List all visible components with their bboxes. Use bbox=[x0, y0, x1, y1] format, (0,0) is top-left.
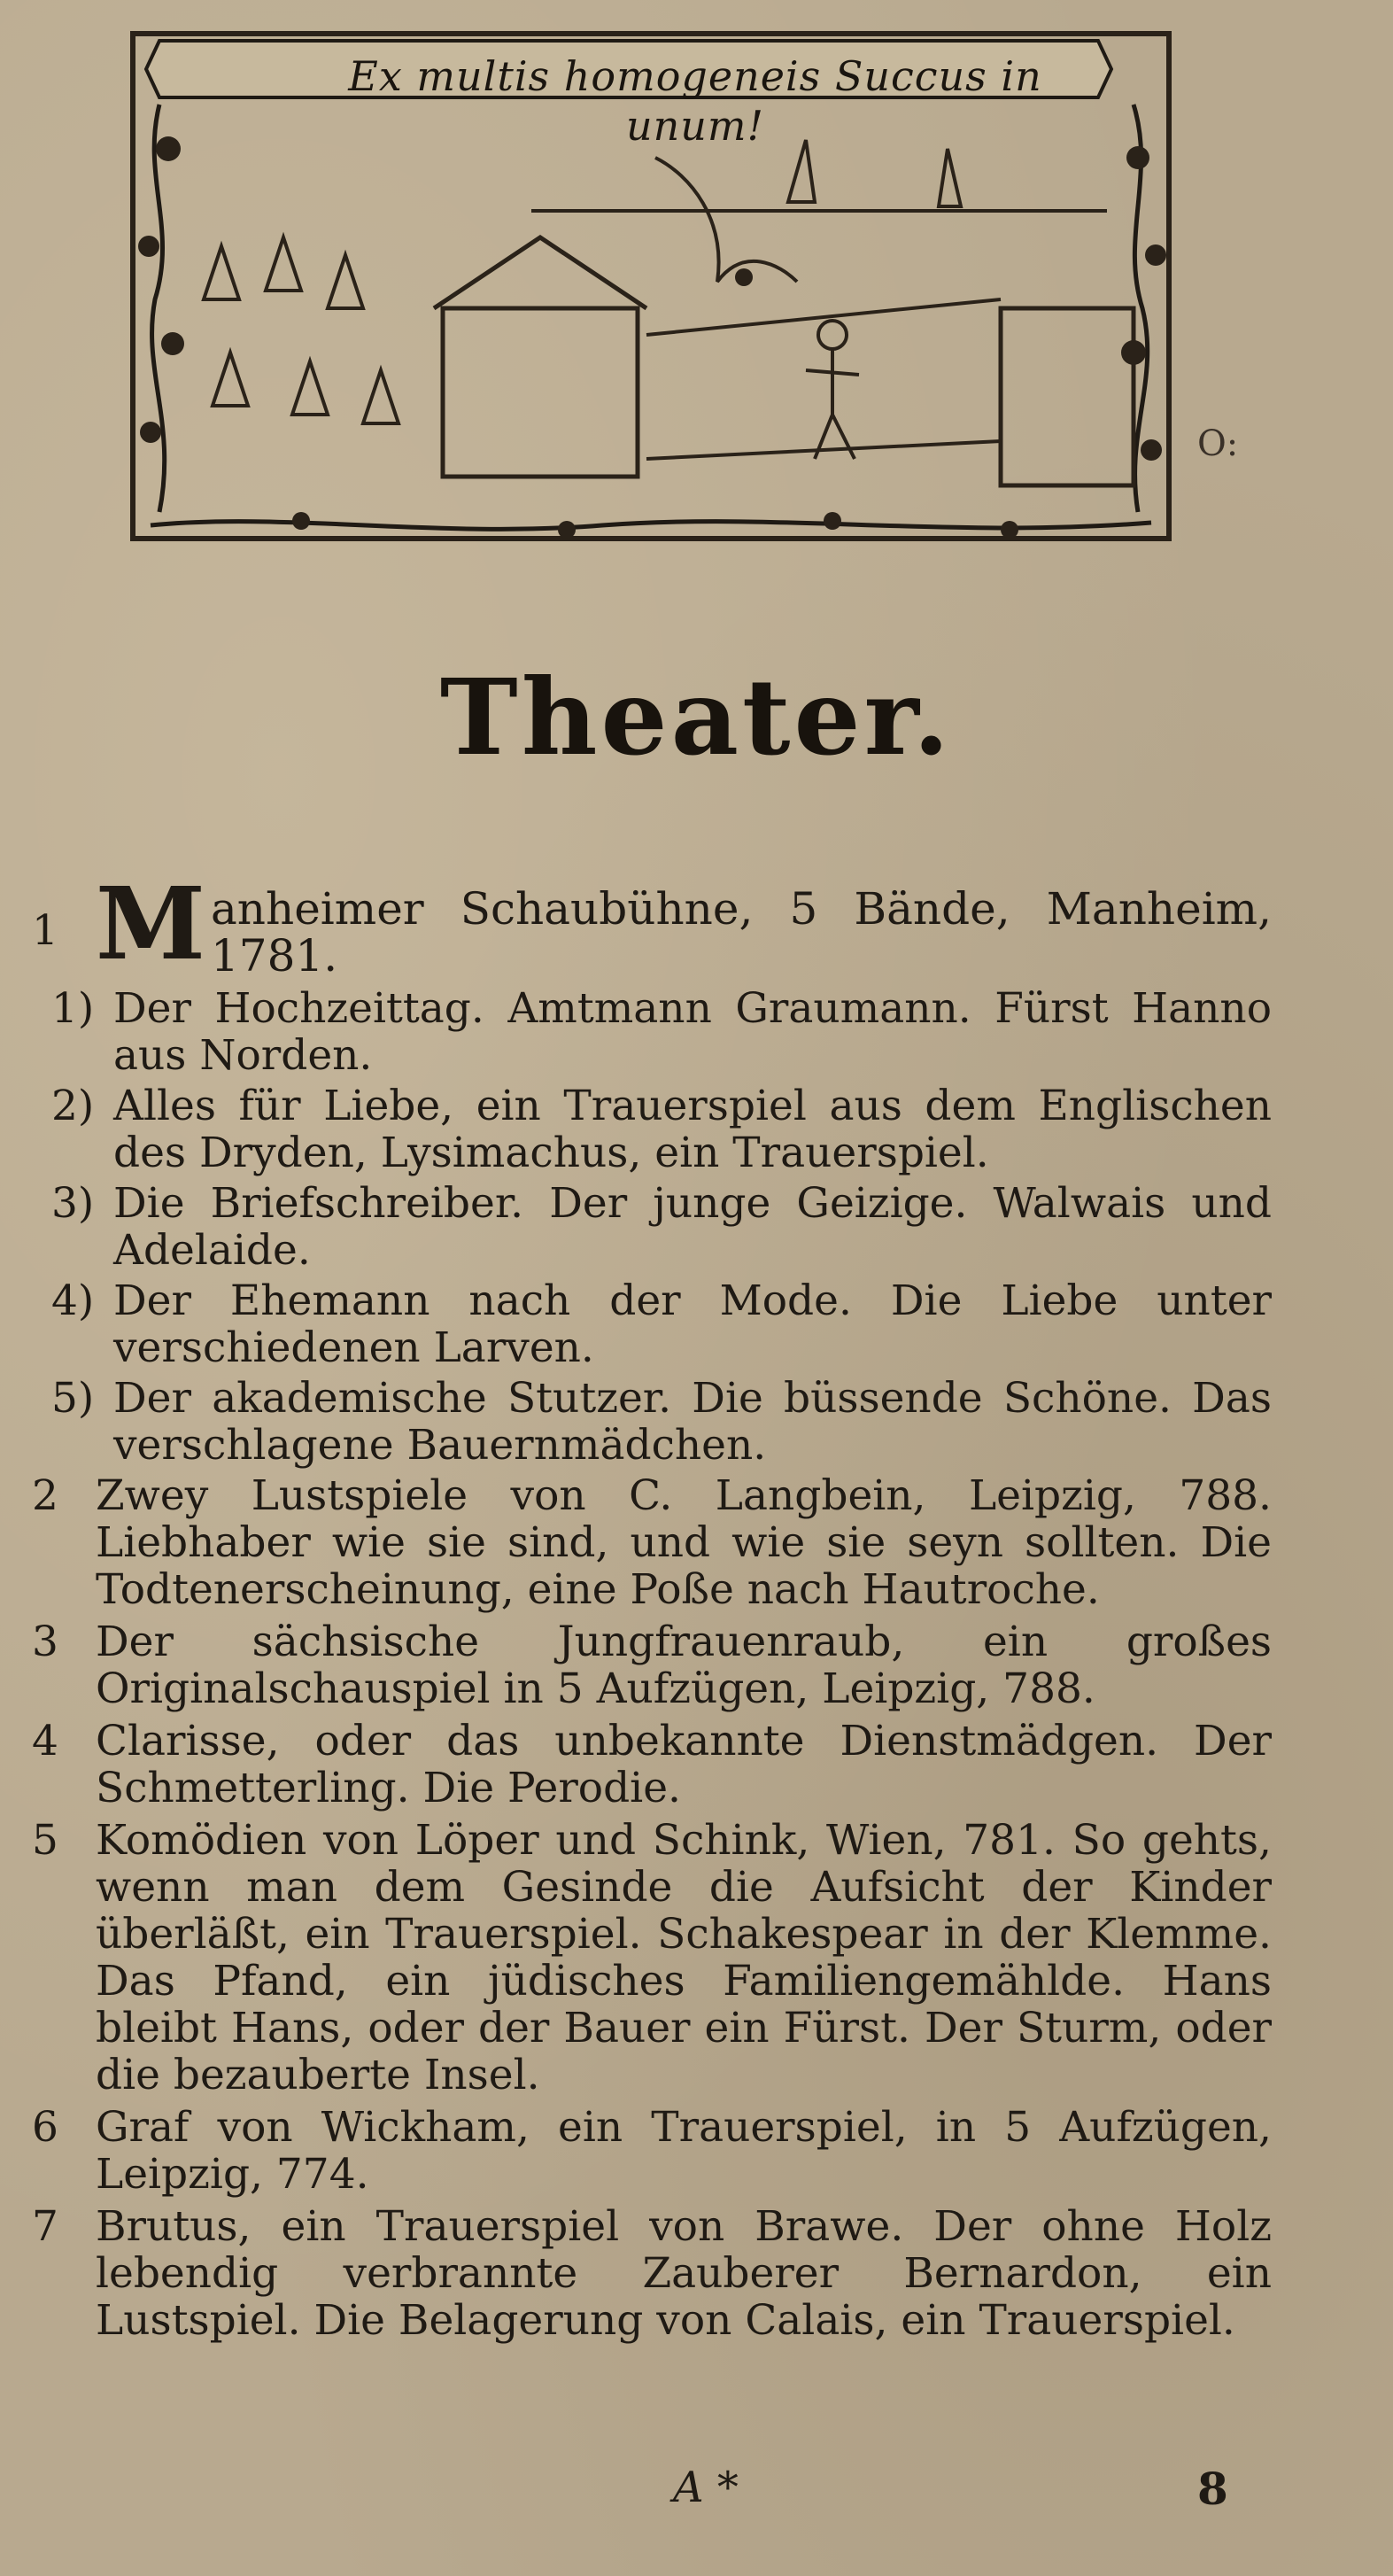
entry-number: 6 bbox=[32, 2103, 58, 2152]
catalog-entry-6 bbox=[32, 2104, 1272, 2198]
entry-text: Komödien von Löper und Schink, Wien, 781. So gehts, wenn man dem Gesinde die Aufsicht der Kinder überläßt, ein Trauerspiel. Schakespear in der Klemme. Das Pfand, ein jüdisches Familiengemählde. Hans bleibt Hans, oder der Bauer ein Fürst. Der Sturm, oder die bezauberte Insel. bbox=[96, 1816, 1272, 2099]
entry-text: Zwey Lustspiele von C. Langbein, Leipzig, 788. Liebhaber wie sie sind, und wie sie seyn sollten. Die Todtenerscheinung, eine Poße nach Hautroche. bbox=[96, 1471, 1272, 1614]
sub-entry-2 bbox=[32, 1082, 1272, 1176]
entry-number: 1 bbox=[32, 906, 58, 955]
sub-entry-number: 1) bbox=[51, 984, 95, 1033]
woodcut-vignette bbox=[106, 16, 1187, 556]
page-title: Theater. bbox=[439, 656, 954, 779]
signature-mark: A * bbox=[673, 2463, 739, 2512]
catalog-entry-1 bbox=[32, 866, 1272, 982]
catalog-entry-3 bbox=[32, 1618, 1272, 1712]
motto-banner: Ex multis homogeneis Succus in unum! bbox=[348, 52, 1042, 150]
sub-entry-3 bbox=[32, 1180, 1272, 1274]
sub-entry-text: Alles für Liebe, ein Trauerspiel aus dem Englischen des Dryden, Lysimachus, ein Trauerspiel. bbox=[113, 1082, 1272, 1177]
sub-entry-number: 2) bbox=[51, 1082, 95, 1130]
sub-entry-number: 3) bbox=[51, 1179, 95, 1228]
entry-number: 7 bbox=[32, 2202, 58, 2251]
entry-number: 2 bbox=[32, 1471, 58, 1520]
drop-cap: M bbox=[96, 866, 205, 982]
sub-entry-1 bbox=[32, 985, 1272, 1079]
sub-entry-text: Der Hochzeittag. Amtmann Graumann. Fürst Hanno aus Norden. bbox=[113, 984, 1272, 1080]
entry-text: Graf von Wickham, ein Trauerspiel, in 5 Aufzügen, Leipzig, 774. bbox=[96, 2103, 1272, 2199]
entry-text: Der sächsische Jungfrauenraub, ein großes Originalschauspiel in 5 Aufzügen, Leipzig, 788. bbox=[96, 1618, 1272, 1713]
sub-entry-text: Der Ehemann nach der Mode. Die Liebe unter verschiedenen Larven. bbox=[113, 1276, 1272, 1372]
catalog-entry-7 bbox=[32, 2203, 1272, 2344]
catalog-entries bbox=[32, 866, 1272, 2349]
entry-text: Clarisse, oder das unbekannte Dienstmädgen. Der Schmetterling. Die Perodie. bbox=[96, 1717, 1272, 1812]
entry-number: 3 bbox=[32, 1618, 58, 1666]
entry-text: anheimer Schaubühne, 5 Bände, Manheim, 1781. bbox=[210, 883, 1272, 982]
sub-entry-number: 5) bbox=[51, 1374, 95, 1423]
sub-entry-5 bbox=[32, 1375, 1272, 1469]
catalog-entry-5 bbox=[32, 1817, 1272, 2099]
entry-number: 4 bbox=[32, 1717, 58, 1765]
entry-number: 5 bbox=[32, 1816, 58, 1865]
sub-entry-number: 4) bbox=[51, 1276, 95, 1325]
sub-entry-text: Der akademische Stutzer. Die büssende Schöne. Das verschlagene Bauernmädchen. bbox=[113, 1374, 1272, 1470]
sub-entry-4 bbox=[32, 1277, 1272, 1371]
catalog-entry-4 bbox=[32, 1718, 1272, 1812]
margin-mark: O: bbox=[1197, 423, 1239, 464]
catalog-entry-2 bbox=[32, 1472, 1272, 1613]
sub-entry-text: Die Briefschreiber. Der junge Geizige. Walwais und Adelaide. bbox=[113, 1179, 1272, 1275]
entry-text: Brutus, ein Trauerspiel von Brawe. Der ohne Holz lebendig verbrannte Zauberer Bernardon, ein Lustspiel. Die Belagerung von Calais, ein Trauerspiel. bbox=[96, 2202, 1272, 2345]
catchword: 8 bbox=[1197, 2463, 1228, 2515]
page-footer bbox=[0, 2463, 1393, 2533]
